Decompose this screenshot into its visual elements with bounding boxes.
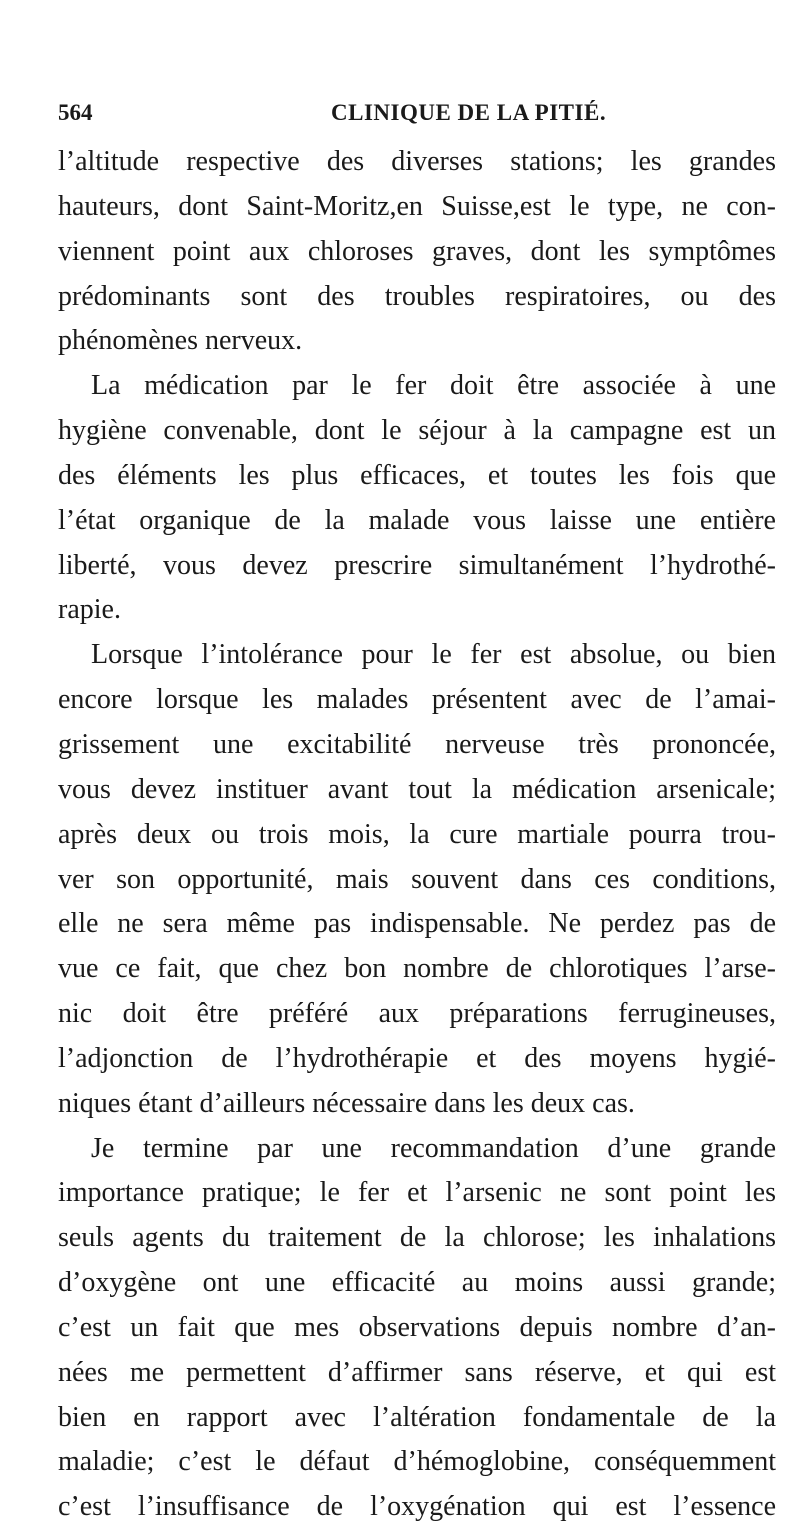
text-line: La médication par le fer doit être associée à une (91, 370, 776, 402)
text-line: nic doit être préféré aux préparations ferrugineuses, (58, 998, 776, 1030)
text-line: d’oxygène ont une efficacité au moins aussi grande; (58, 1267, 776, 1299)
text-line: hauteurs, dont Saint-Moritz,en Suisse,est le type, ne con- (58, 190, 776, 222)
text-line: c’est un fait que mes observations depuis nombre d’an- (58, 1311, 776, 1343)
text-line: importance pratique; le fer et l’arsenic ne sont point les (58, 1177, 776, 1209)
text-line: ver son opportunité, mais souvent dans ces conditions, (58, 863, 776, 895)
text-line: nées me permettent d’affirmer sans réserve, et qui est (58, 1356, 776, 1388)
text-line: c’est l’insuffisance de l’oxygénation qui est l’essence (58, 1491, 776, 1523)
text-line: bien en rapport avec l’altération fondamentale de la (58, 1401, 776, 1433)
text-line: grissement une excitabilité nerveuse très prononcée, (58, 728, 776, 760)
text-line: prédominants sont des troubles respiratoires, ou des (58, 280, 776, 312)
text-line: maladie; c’est le défaut d’hémoglobine, conséquemment (58, 1446, 776, 1478)
text-line: après deux ou trois mois, la cure martiale pourra trou- (58, 818, 776, 850)
text-line: elle ne sera même pas indispensable. Ne perdez pas de (58, 908, 776, 940)
text-line: des éléments les plus efficaces, et toutes les fois que (58, 459, 776, 491)
running-title: CLINIQUE DE LA PITIÉ. (331, 100, 607, 125)
page-number: 564 (58, 100, 93, 125)
text-line: vue ce fait, que chez bon nombre de chlorotiques l’arse- (58, 953, 776, 985)
text-line: seuls agents du traitement de la chlorose; les inhalations (58, 1222, 776, 1254)
text-line: hygiène convenable, dont le séjour à la campagne est un (58, 415, 776, 447)
text-line: liberté, vous devez prescrire simultanément l’hydrothé- (58, 549, 776, 581)
text-line: Lorsque l’intolérance pour le fer est absolue, ou bien (91, 639, 776, 671)
text-line: vous devez instituer avant tout la médication arsenicale; (58, 773, 776, 805)
text-line: l’adjonction de l’hydrothérapie et des moyens hygié- (58, 1042, 776, 1074)
text-line: rapie. (58, 594, 121, 626)
text-line: encore lorsque les malades présentent avec de l’amai- (58, 684, 776, 716)
body-text (58, 140, 776, 1530)
text-line: l’état organique de la malade vous laisse une entière (58, 504, 776, 536)
text-line: l’altitude respective des diverses stations; les grandes (58, 146, 776, 177)
text-line: niques étant d’ailleurs nécessaire dans les deux cas. (58, 1087, 635, 1119)
text-line: phénomènes nerveux. (58, 325, 303, 357)
text-line: Je termine par une recommandation d’une grande (91, 1132, 776, 1164)
running-head (58, 100, 776, 134)
text-line: viennent point aux chloroses graves, dont les symptômes (58, 235, 776, 267)
